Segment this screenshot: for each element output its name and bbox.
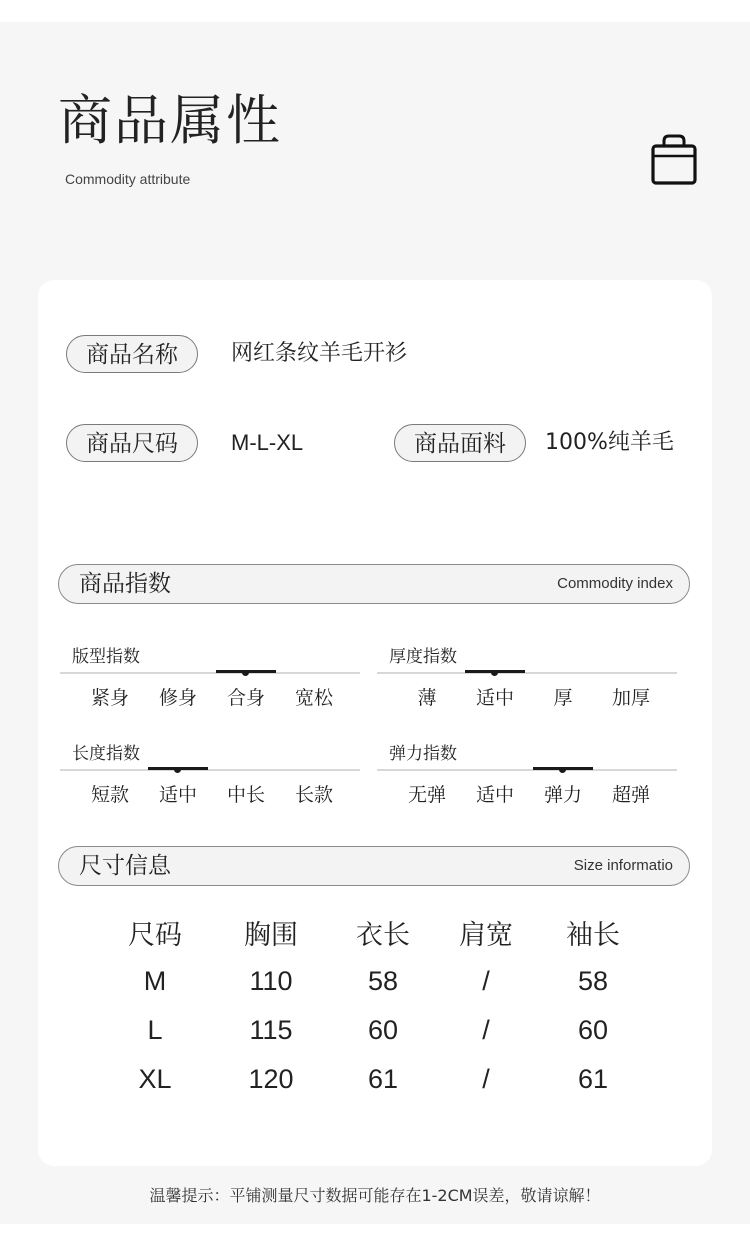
index-group-label: 长度指数	[72, 744, 140, 764]
name-value: 网红条纹羊毛开衫	[231, 341, 408, 366]
size-table-header-cell: 肩宽	[459, 920, 513, 951]
size-table-cell: 115	[249, 1015, 293, 1045]
index-group	[60, 642, 360, 712]
page-title: 商品属性	[58, 89, 282, 152]
name-label-pill: 商品名称	[66, 335, 198, 373]
size-table-header-cell: 尺码	[128, 920, 182, 951]
index-option: 合身	[226, 687, 265, 709]
size-table-cell: 58	[577, 966, 609, 996]
index-section-title: 商品指数	[79, 571, 171, 597]
size-value: M-L-XL	[231, 430, 304, 455]
size-table-cell: /	[482, 1064, 490, 1094]
size-table-cell: M	[143, 966, 167, 996]
size-table-cell: 60	[577, 1015, 609, 1045]
index-option: 中长	[226, 784, 265, 806]
index-option: 超弹	[611, 784, 650, 806]
index-group-label: 版型指数	[72, 647, 140, 667]
index-option: 适中	[475, 784, 514, 806]
index-scale-line	[60, 769, 360, 771]
index-selected-marker	[148, 767, 208, 770]
index-selected-marker	[465, 670, 525, 673]
footer-note: 温馨提示：平铺测量尺寸数据可能存在1-2CM误差，敬请谅解！	[149, 1186, 601, 1205]
index-scale-line	[60, 672, 360, 674]
index-option: 适中	[158, 784, 197, 806]
size-table-cell: /	[482, 1015, 490, 1045]
index-option: 弹力	[543, 784, 582, 806]
size-table-cell: 110	[249, 966, 293, 996]
index-group	[377, 739, 677, 809]
index-scale-line	[377, 672, 677, 674]
size-table-header-cell: 衣长	[356, 920, 410, 951]
page-background	[0, 22, 750, 1224]
index-section-header	[58, 564, 690, 604]
index-section-title-en: Commodity index	[557, 575, 673, 592]
index-group	[377, 642, 677, 712]
size-table-cell: L	[147, 1015, 163, 1045]
fabric-label-pill: 商品面料	[394, 424, 526, 462]
size-table-cell: 61	[577, 1064, 609, 1094]
size-table-cell: 58	[367, 966, 399, 996]
index-option: 短款	[90, 784, 129, 806]
index-scale-line	[377, 769, 677, 771]
page-subtitle: Commodity attribute	[65, 171, 191, 187]
index-group-label: 厚度指数	[389, 647, 457, 667]
index-group	[60, 739, 360, 809]
size-table-cell: XL	[138, 1064, 172, 1094]
index-option: 加厚	[611, 687, 650, 709]
index-option: 适中	[475, 687, 514, 709]
index-selected-marker	[216, 670, 276, 673]
index-option: 宽松	[294, 687, 333, 709]
index-option: 厚	[553, 687, 573, 709]
size-section-header	[58, 846, 690, 886]
fabric-value: 100%纯羊毛	[545, 430, 674, 455]
size-table-header-cell: 胸围	[244, 920, 298, 951]
index-option: 薄	[417, 687, 437, 709]
size-table-cell: 60	[367, 1015, 399, 1045]
size-section-title-en: Size informatio	[573, 857, 673, 874]
index-selected-marker	[533, 767, 593, 770]
size-label-pill: 商品尺码	[66, 424, 198, 462]
size-table-cell: 120	[248, 1064, 294, 1094]
size-table-cell: 61	[367, 1064, 399, 1094]
size-table-cell: /	[482, 966, 490, 996]
index-option: 紧身	[90, 687, 129, 709]
attribute-card	[38, 280, 712, 1166]
size-table-header-cell: 袖长	[566, 920, 620, 951]
index-option: 长款	[294, 784, 333, 806]
index-option: 无弹	[407, 784, 446, 806]
shopping-bag-icon	[650, 134, 698, 186]
index-option: 修身	[158, 687, 197, 709]
size-section-title: 尺寸信息	[79, 853, 171, 879]
index-group-label: 弹力指数	[389, 744, 457, 764]
